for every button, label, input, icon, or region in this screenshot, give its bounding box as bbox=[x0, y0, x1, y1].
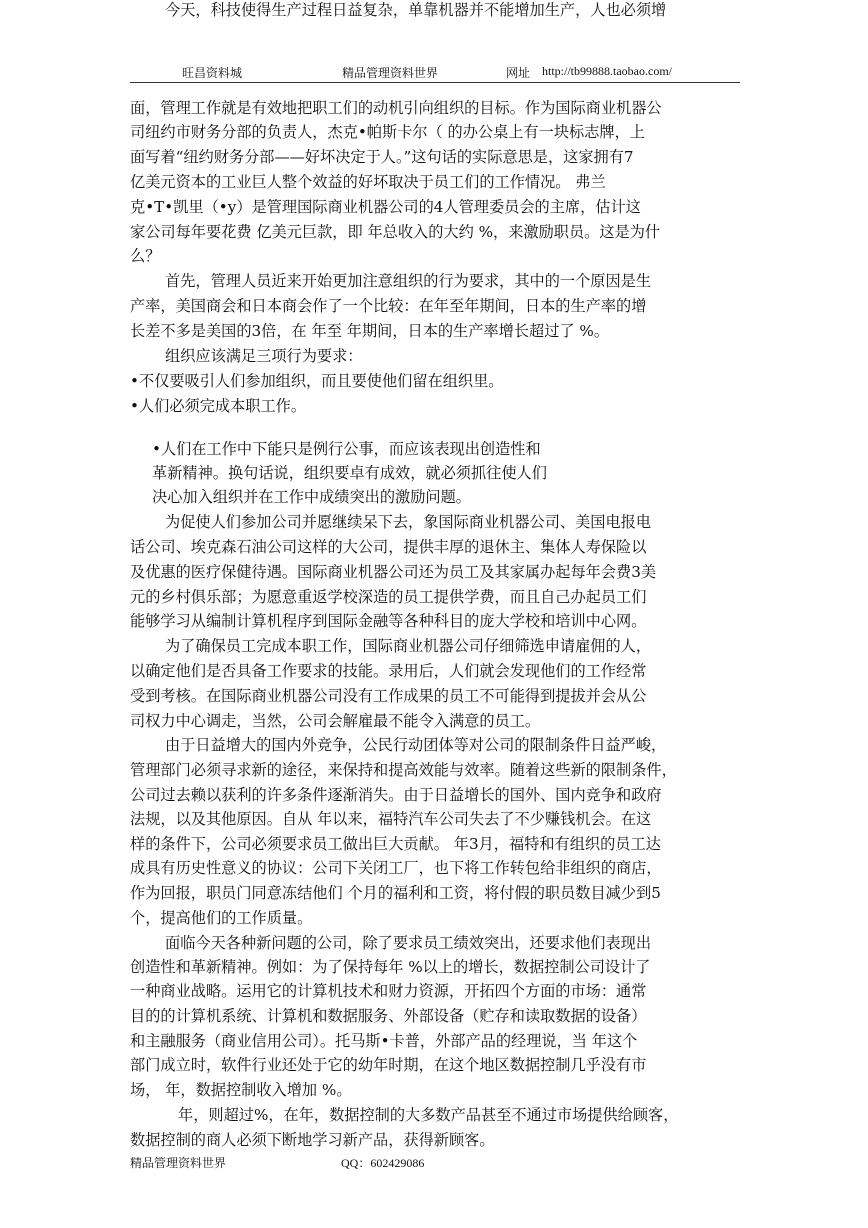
body-text-line: 面临今天各种新问题的公司，除了要求员工绩效突出，还要求他们表现出 bbox=[165, 934, 651, 952]
body-text-line: 样的条件下，公司必须要求员工做出巨大贡献。 年3月，福特和有组织的员工达 bbox=[130, 835, 661, 853]
body-text-line: 克•T•凯里（•y）是管理国际商业机器公司的4人管理委员会的主席，估计这 bbox=[130, 198, 641, 216]
body-text-line: 及优惠的医疗保健待遇。国际商业机器公司还为员工及其家属办起每年会费3美 bbox=[130, 563, 657, 581]
body-text-line: 作为回报，职员门同意冻结他们 个月的福利和工资，将付假的职员数目减少到5 bbox=[130, 884, 661, 902]
body-text-line: 场， 年，数据控制收入增加 %。 bbox=[130, 1081, 352, 1099]
body-text-line: 元的乡村俱乐部；为愿意重返学校深造的员工提供学费，而且自己办起员工们 bbox=[130, 588, 647, 606]
body-text-line: 部门成立时，软件行业还处于它的幼年时期，在这个地区数据控制几乎没有市 bbox=[130, 1056, 647, 1074]
body-text-line: 革新精神。换句话说，组织要卓有成效，就必须抓往使人们 bbox=[152, 464, 547, 482]
body-text-line: 年，则超过%，在年，数据控制的大多数产品甚至不通过市场提供给顾客， bbox=[178, 1106, 679, 1124]
body-text-line: 司权力中心调走，当然，公司会解雇最不能令入满意的员工。 bbox=[130, 712, 541, 730]
body-text-line: •人们必须完成本职工作。 bbox=[130, 397, 307, 415]
header-site-name: 旺昌资料城 bbox=[182, 66, 243, 80]
body-text-line: 和主融服务（商业信用公司）。托马斯•卡普，外部产品的经理说，当 年这个 bbox=[130, 1032, 638, 1050]
header-url-link[interactable]: http://tb99888.taobao.com/ bbox=[542, 64, 672, 78]
body-text-line: 受到考核。在国际商业机器公司没有工作成果的员工不可能得到提拔并会从公 bbox=[130, 687, 647, 705]
body-text-line: 创造性和革新精神。例如：为了保持每年 %以上的增长，数据控制公司设计了 bbox=[130, 958, 651, 976]
body-text-line: 话公司、埃克森石油公司这样的大公司，提供丰厚的退休主、集体人寿保险以 bbox=[130, 538, 647, 556]
header-divider bbox=[130, 82, 740, 83]
body-text-line: 成具有历史性意义的协议：公司下关闭工厂，也下将工作转包给非组织的商店， bbox=[130, 859, 662, 877]
body-text-line: 目的的计算机系统、计算机和数据服务、外部设备（贮存和读取数据的设备） bbox=[130, 1007, 647, 1025]
header-url-label: 网址 bbox=[506, 66, 531, 80]
body-text-line: 家公司每年要花费 亿美元巨款，即 年总收入的大约 %，来激励职员。这是为什 bbox=[130, 223, 661, 241]
body-text-line: 首先，管理人员近来开始更加注意组织的行为要求，其中的一个原因是生 bbox=[165, 272, 651, 290]
body-text-line: •人们在工作中下能只是例行公事，而应该表现出创造性和 bbox=[152, 440, 541, 458]
body-text-line: 面，管理工作就是有效地把职工们的动机引向组织的目标。作为国际商业机器公 bbox=[130, 99, 662, 117]
body-text-line: •不仅要吸引人们参加组织，而且要使他们留在组织里。 bbox=[130, 372, 504, 390]
header-brand: 精品管理资料世界 bbox=[342, 66, 439, 80]
body-text-line: 法规，以及其他原因。自从 年以来，福特汽车公司失去了不少赚钱机会。在这 bbox=[130, 810, 652, 828]
body-text-line: 面写着“纽约财务分部——好坏决定于人。”这句话的实际意思是，这家拥有7 bbox=[130, 148, 634, 166]
body-text-line: 由于日益增大的国内外竞争，公民行动团体等对公司的限制条件日益严峻， bbox=[165, 736, 667, 754]
body-text-line: 决心加入组织并在工作中成绩突出的激励问题。 bbox=[152, 488, 471, 506]
body-text-line: 个，提高他们的工作质量。 bbox=[130, 909, 313, 927]
body-text-line: 数据控制的商人必须下断地学习新产品，获得新顾客。 bbox=[130, 1131, 495, 1149]
body-text-line: 产率，美国商会和日本商会作了一个比较：在年至年期间，日本的生产率的增 bbox=[130, 297, 647, 315]
page-header bbox=[130, 62, 740, 80]
footer-brand: 精品管理资料世界 bbox=[130, 1156, 227, 1170]
body-text-line: 么？ bbox=[130, 247, 161, 265]
body-text-line: 长差不多是美国的3倍，在 年至 年期间，日本的生产率增长超过了 %。 bbox=[130, 322, 610, 340]
body-text-line: 管理部门必须寻求新的途径，来保持和提高效能与效率。随着这些新的限制条件， bbox=[130, 761, 677, 779]
body-text-line: 为促使人们参加公司并愿继续呆下去，象国际商业机器公司、美国电报电 bbox=[165, 513, 651, 531]
footer-qq: QQ：602429086 bbox=[341, 1156, 425, 1170]
body-text-line: 司纽约市财务分部的负责人，杰克•帕斯卡尔（ 的办公桌上有一块标志牌，上 bbox=[130, 123, 645, 141]
body-text-line: 今天，科技使得生产过程日益复杂，单靠机器并不能增加生产，人也必须增 bbox=[165, 1, 667, 19]
body-text-line: 亿美元资本的工业巨人整个效益的好坏取决于员工们的工作情况。 弗兰 bbox=[130, 173, 606, 191]
body-text-line: 为了确保员工完成本职工作，国际商业机器公司仔细筛选申请雇佣的人， bbox=[165, 637, 651, 655]
body-text-line: 能够学习从编制计算机程序到国际金融等各种科目的庞大学校和培训中心网。 bbox=[130, 612, 647, 630]
body-text-line: 以确定他们是否具备工作要求的技能。录用后，人们就会发现他们的工作经常 bbox=[130, 662, 647, 680]
body-text-line: 组织应该满足三项行为要求： bbox=[165, 347, 363, 365]
body-text-line: 公司过去赖以获利的许多条件逐渐消失。由于日益增长的国外、国内竞争和政府 bbox=[130, 786, 662, 804]
body-text-line: 一种商业战略。运用它的计算机技术和财力资源，开拓四个方面的市场：通常 bbox=[130, 982, 647, 1000]
